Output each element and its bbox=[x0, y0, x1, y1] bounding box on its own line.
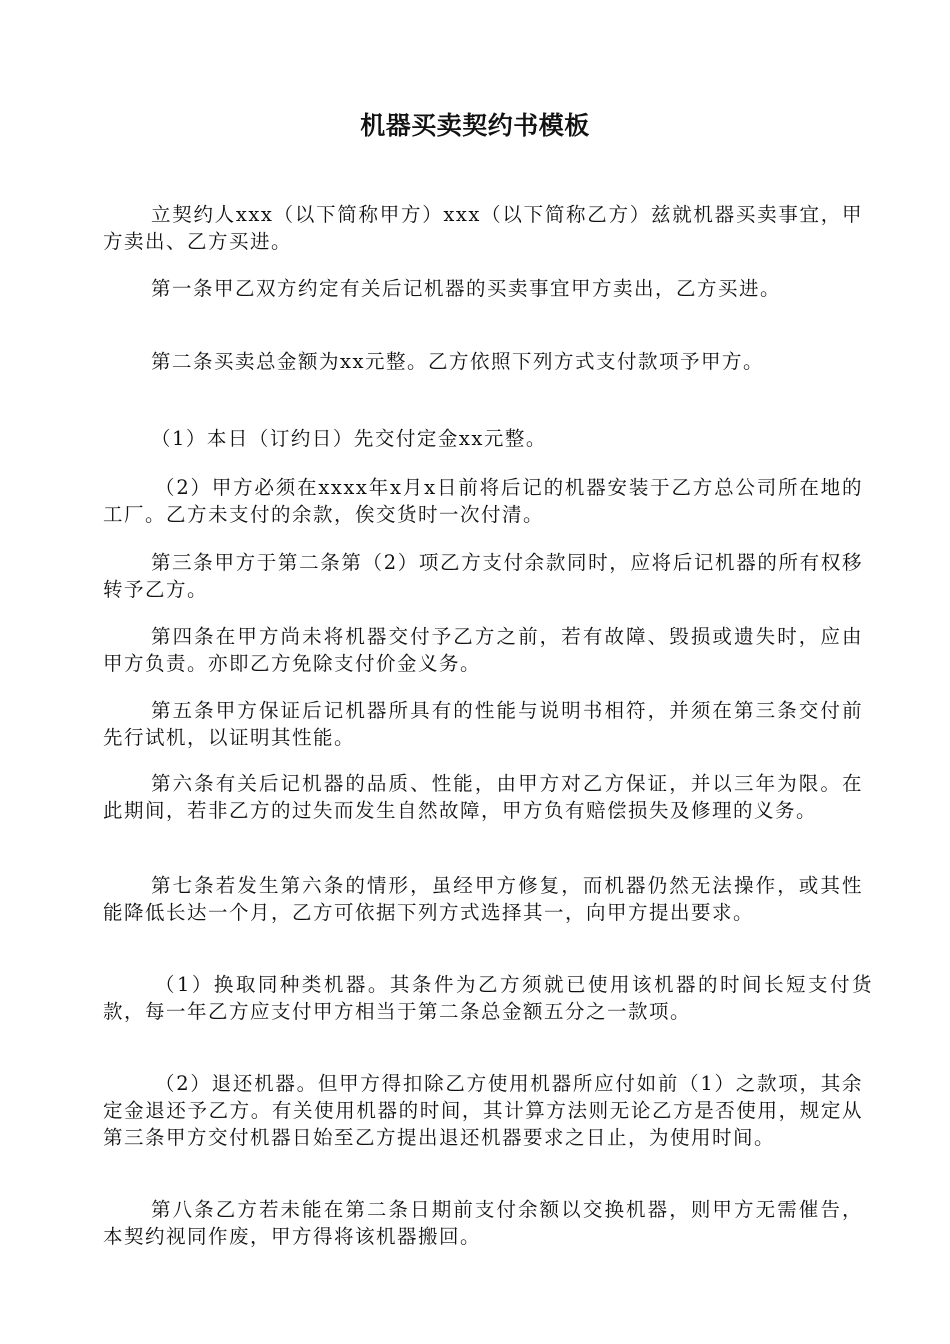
paragraph-article-7-item-2: （2）退还机器。但甲方得扣除乙方使用机器所应付如前（1）之款项，其余定金退还予乙方。有关使用机器的时间，其计算方法则无论乙方是否使用，规定从第三条甲方交付机器日始至乙方提出退还机器要求之日止，为使用时间。 bbox=[103, 1072, 863, 1149]
paragraph-article-2: 第二条买卖总金额为xx元整。乙方依照下列方式支付款项予甲方。 bbox=[151, 350, 764, 373]
paragraph-article-2-item-2: （2）甲方必须在xxxx年x月x日前将后记的机器安装于乙方总公司所在地的工厂。乙方未支付的余款，俟交货时一次付清。 bbox=[103, 476, 863, 526]
paragraph-article-7-item-1: （1）换取同种类机器。其条件为乙方须就已使用该机器的时间长短支付货款，每一年乙方应支付甲方相当于第二条总金额五分之一款项。 bbox=[103, 973, 873, 1023]
paragraph-article-6: 第六条有关后记机器的品质、性能，由甲方对乙方保证，并以三年为限。在此期间，若非乙方的过失而发生自然故障，甲方负有赔偿损失及修理的义务。 bbox=[103, 772, 863, 822]
paragraph-article-1: 第一条甲乙双方约定有关后记机器的买卖事宜甲方卖出，乙方买进。 bbox=[151, 277, 782, 300]
paragraph-article-8: 第八条乙方若未能在第二条日期前支付余额以交换机器，则甲方无需催告，本契约视同作废，甲方得将该机器搬回。 bbox=[103, 1198, 863, 1248]
paragraph-article-7: 第七条若发生第六条的情形，虽经甲方修复，而机器仍然无法操作，或其性能降低长达一个月，乙方可依据下列方式选择其一，向甲方提出要求。 bbox=[103, 874, 863, 924]
paragraph-article-5: 第五条甲方保证后记机器所具有的性能与说明书相符，并须在第三条交付前先行试机，以证明其性能。 bbox=[103, 699, 863, 749]
paragraph-article-2-item-1: （1）本日（订约日）先交付定金xx元整。 bbox=[151, 427, 547, 450]
paragraph-preamble: 立契约人xxx（以下简称甲方）xxx（以下简称乙方）兹就机器买卖事宜，甲方卖出、乙方买进。 bbox=[103, 203, 863, 253]
document-title: 机器买卖契约书模板 bbox=[360, 111, 590, 140]
paragraph-article-4: 第四条在甲方尚未将机器交付予乙方之前，若有故障、毁损或遗失时，应由甲方负责。亦即乙方免除支付价金义务。 bbox=[103, 625, 863, 675]
paragraph-article-3: 第三条甲方于第二条第（2）项乙方支付余款同时，应将后记机器的所有权移转予乙方。 bbox=[103, 551, 863, 601]
